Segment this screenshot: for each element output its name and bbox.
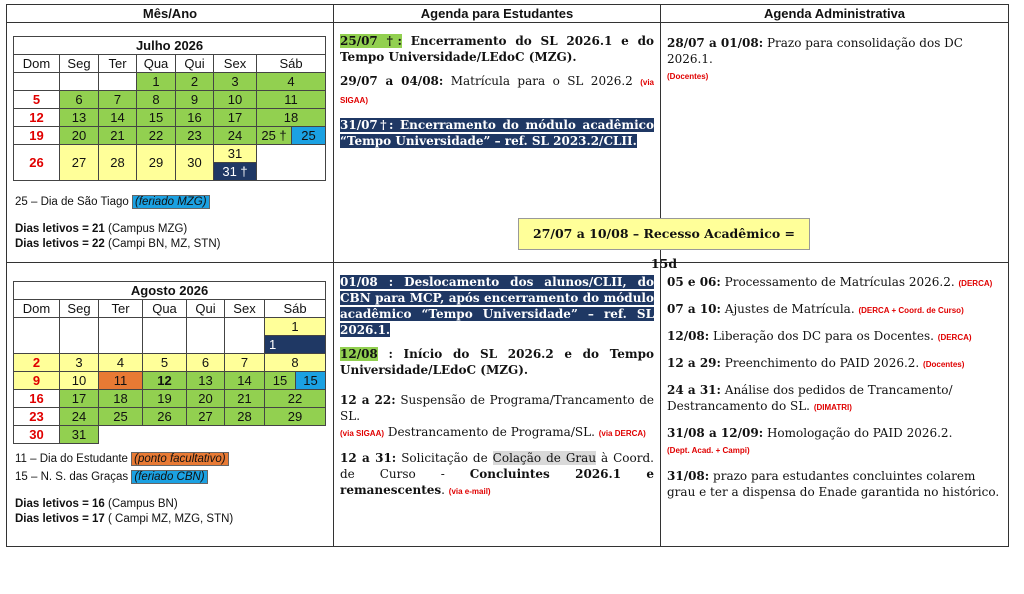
day-cell (99, 318, 143, 354)
letivos-label: Dias letivos = 17 (15, 513, 109, 525)
event-tag: (via DERCA) (598, 429, 646, 438)
event-text: Processamento de Matrículas 2026.2. (720, 275, 959, 289)
day-cell: 17 (214, 109, 257, 127)
event-text: à Coord. de Curso - (340, 451, 654, 481)
event-tag: (via SIGAA) (340, 429, 385, 438)
students-bottom-cell (334, 263, 660, 546)
day-cell: 25 † (257, 127, 292, 145)
event-text: prazo para estudantes concluintes colarem grau e ter a dispensa do Enade garantida no histórico. (667, 469, 1000, 499)
event-tag: (DERCA) (958, 279, 993, 288)
day-cell: 23 (14, 408, 60, 426)
day-cell: 10 (60, 372, 99, 390)
day-cell (60, 73, 99, 91)
day-cell: 18 (99, 390, 143, 408)
day-cell (225, 318, 265, 354)
day-cell: 8 (137, 91, 176, 109)
july-notes (15, 195, 220, 252)
day-cell (99, 73, 137, 91)
event-text: Preenchimento do PAID 2026.2. (720, 356, 924, 370)
day-cell: 6 (60, 91, 99, 109)
admin-bottom-cell (661, 263, 1008, 546)
event-text: Liberação dos DC para os Docentes. (709, 329, 938, 343)
students-top-events (340, 33, 654, 157)
august-calendar (13, 281, 326, 444)
event-date: 12/08: (667, 329, 710, 343)
letivos-label: Dias letivos = 22 (15, 238, 109, 250)
event-text: Ajustes de Matrícula. (720, 302, 859, 316)
day-cell: 15 (296, 372, 326, 390)
day-cell: 25 (292, 127, 326, 145)
event-date: 31/08: (667, 469, 710, 483)
day-cell (187, 318, 225, 354)
day-cell (14, 318, 60, 354)
day-cell: 22 (137, 127, 176, 145)
day-cell: 9 (176, 91, 214, 109)
event-date: 12 a 31: (340, 451, 397, 465)
day-cell: 31 (60, 426, 99, 444)
day-header: Dom (14, 300, 60, 318)
day-cell: 2 (14, 354, 60, 372)
day-cell: 9 (14, 372, 60, 390)
academic-calendar-page (6, 4, 1008, 546)
event-highlight: 01/08 : Deslocamento dos alunos/CLII, do CBN para MCP, após encerramento do módulo acadêmico “Tempo Universidade” – ref. SL 2026.1. (340, 275, 654, 337)
day-header: Sáb (265, 300, 326, 318)
event-date: 24 a 31: (667, 383, 721, 397)
event-grey: Colação de Grau (492, 451, 597, 465)
header-students-agenda: Agenda para Estudantes (334, 5, 661, 23)
day-cell: 29 (265, 408, 326, 426)
event-text: . (441, 483, 449, 497)
day-cell (60, 318, 99, 354)
event-text: Análise dos pedidos de Trancamento/ Destrancamento do SL. (667, 383, 953, 413)
day-cell: 17 (60, 390, 99, 408)
event-tag: (via e-mail) (448, 487, 491, 496)
day-header: Ter (99, 300, 143, 318)
admin-bottom-events (667, 274, 1002, 509)
day-cell: 20 (187, 390, 225, 408)
event-text: Matrícula para o SL 2026.2 (443, 74, 641, 88)
day-cell: 8 (265, 354, 326, 372)
event-bold: Concluintes 2026.1 e remanescentes (340, 467, 654, 497)
day-cell: 24 (214, 127, 257, 145)
event-text: Solicitação de (396, 451, 493, 465)
letivos-rest: (Campi BN, MZ, STN) (108, 238, 221, 250)
july-calendar (13, 36, 326, 181)
event-text: Encerramento do SL 2026.1 e do Tempo Universidade/LEdoC (MZG). (340, 34, 654, 64)
letivos-label: Dias letivos = 21 (15, 223, 109, 235)
day-cell: 1 1 (265, 318, 326, 354)
event-highlight: 31/07†: Encerramento do módulo acadêmico “Tempo Universidade” – ref. SL 2023.2/CLII. (340, 118, 654, 148)
day-header: Qua (137, 55, 176, 73)
august-title: Agosto 2026 (14, 282, 326, 300)
day-cell: 7 (99, 91, 137, 109)
header-admin-agenda: Agenda Administrativa (661, 5, 1009, 23)
event-date: 29/07 a 04/08: (340, 74, 444, 88)
day-cell: 26 (14, 145, 60, 181)
day-cell: 1 (137, 73, 176, 91)
day-cell: 12 (14, 109, 60, 127)
event-tag: (DERCA + Coord. de Curso) (858, 306, 964, 315)
july-title: Julho 2026 (14, 37, 326, 55)
day-cell: 4 (99, 354, 143, 372)
day-cell: 21 (99, 127, 137, 145)
day-cell: 27 (187, 408, 225, 426)
holiday-tag: (feriado CBN) (131, 470, 207, 484)
day-cell: 3 (60, 354, 99, 372)
event-text: Homologação do PAID 2026.2. (763, 426, 953, 440)
day-cell: 23 (176, 127, 214, 145)
day-cell: 24 (60, 408, 99, 426)
day-header: Dom (14, 55, 60, 73)
day-cell: 11 (99, 372, 143, 390)
event-date: 12 a 22: (340, 393, 396, 407)
event-text: Destrancamento de Programa/SL. (384, 425, 599, 439)
day-header: Sáb (257, 55, 326, 73)
day-header: Qui (187, 300, 225, 318)
event-text: Prazo para consolidação dos DC 2026.1. (667, 36, 963, 66)
day-cell (143, 318, 187, 354)
day-cell: 26 (143, 408, 187, 426)
day-cell: 31 31 † (214, 145, 257, 181)
day-cell: 6 (187, 354, 225, 372)
day-cell: 28 (99, 145, 137, 181)
header-month-year: Mês/Ano (7, 5, 334, 23)
note-text: 25 – Dia de São Tiago (15, 196, 132, 208)
day-cell: 19 (143, 390, 187, 408)
day-cell: 18 (257, 109, 326, 127)
day-cell: 16 (14, 390, 60, 408)
students-bottom-events (340, 274, 654, 508)
day-cell: 21 (225, 390, 265, 408)
event-date: 12/08 (340, 347, 378, 361)
day-cell: 7 (225, 354, 265, 372)
day-cell: 2 (176, 73, 214, 91)
note-text: 11 – Dia do Estudante (15, 453, 132, 465)
note-text: 15 – N. S. das Graças (15, 471, 132, 483)
day-header: Seg (60, 55, 99, 73)
day-cell: 13 (187, 372, 225, 390)
letivos-label: Dias letivos = 16 (15, 498, 109, 510)
day-cell: 10 (214, 91, 257, 109)
day-cell: 28 (225, 408, 265, 426)
day-cell: 29 (137, 145, 176, 181)
day-cell: 12 (143, 372, 187, 390)
day-cell: 20 (60, 127, 99, 145)
day-cell: 11 (257, 91, 326, 109)
august-cell (7, 263, 333, 546)
event-tag: (DERCA) (937, 333, 972, 342)
event-date: 12 a 29: (667, 356, 721, 370)
day-header: Qua (143, 300, 187, 318)
day-cell: 5 (143, 354, 187, 372)
holiday-tag: (feriado MZG) (132, 195, 210, 209)
day-cell: 14 (99, 109, 137, 127)
day-cell: 4 (257, 73, 326, 91)
day-cell: 16 (176, 109, 214, 127)
day-cell (14, 73, 60, 91)
day-cell: 25 (99, 408, 143, 426)
event-date: 28/07 a 01/08: (667, 36, 764, 50)
calendar-table (6, 4, 1009, 547)
day-header: Qui (176, 55, 214, 73)
august-notes (15, 452, 233, 527)
event-tag: (Dept. Acad. + Campi) (667, 446, 750, 455)
day-cell: 3 (214, 73, 257, 91)
day-cell: 27 (60, 145, 99, 181)
event-tag: (Docentes) (667, 72, 709, 81)
letivos-rest: (Campus MZG) (108, 223, 188, 235)
event-date: 25/07 †: (340, 34, 402, 48)
event-tag: (DIMATRI) (813, 403, 852, 412)
day-cell: 14 (225, 372, 265, 390)
recess-banner: 27/07 a 10/08 – Recesso Acadêmico = 15d (518, 218, 810, 250)
event-tag: (via SIGAA) (340, 78, 655, 105)
letivos-rest: (Campus BN) (108, 498, 178, 510)
event-text: Suspensão de Programa/Trancamento de SL. (340, 393, 654, 423)
day-cell: 15 (137, 109, 176, 127)
event-date: 31/08 a 12/09: (667, 426, 764, 440)
event-text: : Início do SL 2026.2 e do Tempo Universidade/LEdoC (MZG). (340, 347, 654, 377)
event-date: 05 e 06: (667, 275, 721, 289)
day-cell (257, 145, 326, 181)
day-cell: 13 (60, 109, 99, 127)
event-date: 07 a 10: (667, 302, 721, 316)
day-header: Sex (225, 300, 265, 318)
day-header: Ter (99, 55, 137, 73)
day-header: Seg (60, 300, 99, 318)
day-cell: 30 (14, 426, 60, 444)
day-cell: 22 (265, 390, 326, 408)
day-header: Sex (214, 55, 257, 73)
day-cell: 15 (265, 372, 296, 390)
july-cell (7, 23, 333, 262)
day-cell: 30 (176, 145, 214, 181)
day-cell: 19 (14, 127, 60, 145)
letivos-rest: ( Campi MZ, MZG, STN) (108, 513, 234, 525)
event-tag: (Docentes) (923, 360, 965, 369)
admin-top-events (667, 35, 1002, 94)
optional-tag: (ponto facultativo) (131, 452, 228, 466)
day-cell: 5 (14, 91, 60, 109)
